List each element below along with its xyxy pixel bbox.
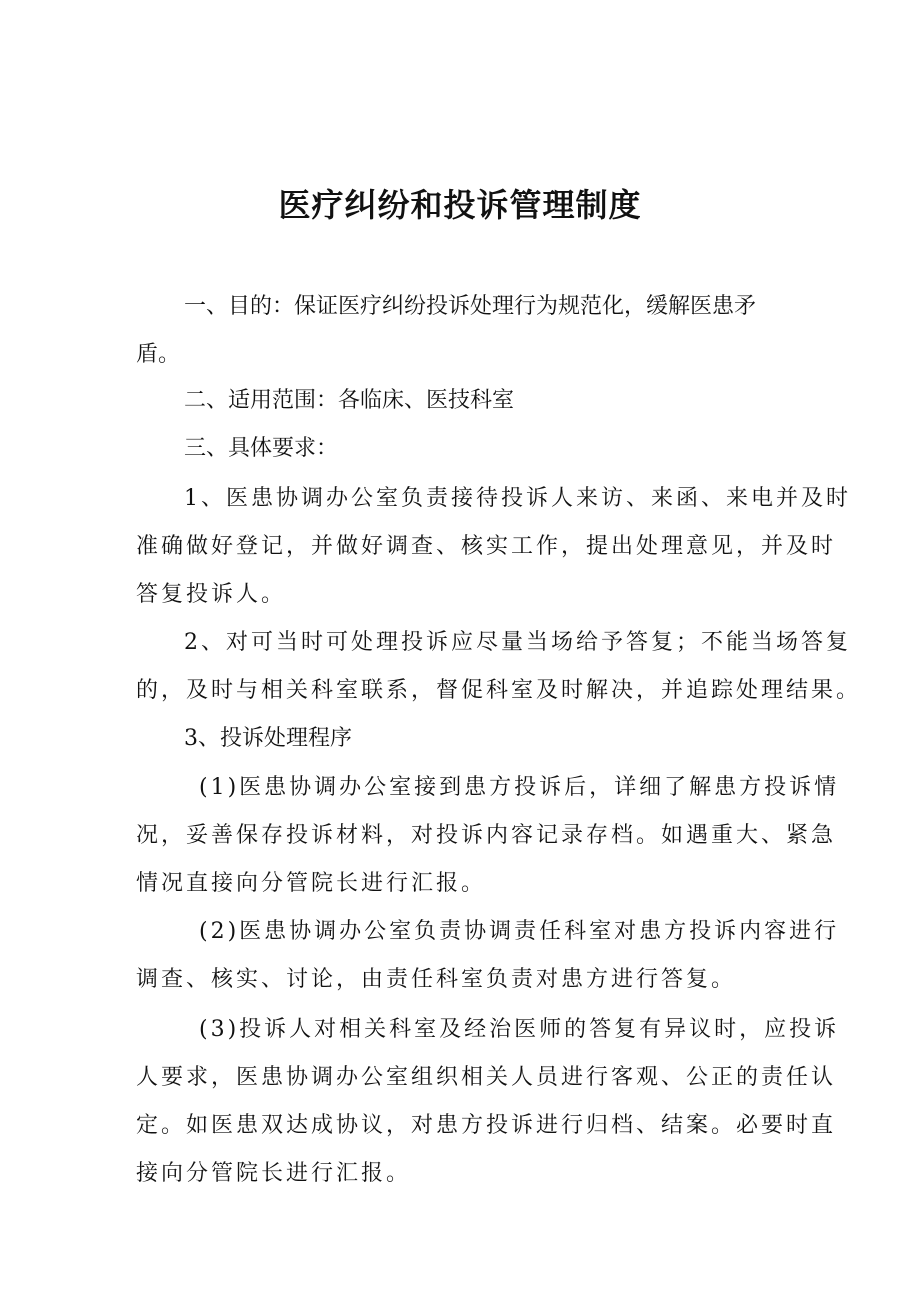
subitem-3-line-4: 接向分管院长进行汇报。 <box>136 1161 412 1186</box>
subitem-2-line-1: (2)医患协调办公室负责协调责任科室对患方投诉内容进行 <box>199 919 840 944</box>
section-scope-line: 二、适用范围：各临床、医技科室 <box>184 388 515 413</box>
item-2-line-2: 的，及时与相关科室联系，督促科室及时解决，并追踪处理结果。 <box>136 678 862 703</box>
subitem-3-line-2: 人要求，医患协调办公室组织相关人员进行客观、公正的责任认 <box>136 1065 837 1090</box>
item-3-heading: 3、投诉处理程序 <box>184 726 352 751</box>
item-2-line-1: 2、对可当时可处理投诉应尽量当场给予答复；不能当场答复 <box>184 630 851 655</box>
subitem-1-line-3: 情况直接向分管院长进行汇报。 <box>136 871 487 896</box>
subitem-2-line-2: 调查、核实、讨论，由责任科室负责对患方进行答复。 <box>136 967 737 992</box>
subitem-1-line-1: (1)医患协调办公室接到患方投诉后，详细了解患方投诉情 <box>199 775 840 800</box>
subitem-3-line-3: 定。如医患双达成协议，对患方投诉进行归档、结案。必要时直 <box>136 1113 837 1138</box>
section-purpose-line-1: 一、目的：保证医疗纠纷投诉处理行为规范化，缓解医患矛 <box>184 294 757 319</box>
item-1-line-1: 1、医患协调办公室负责接待投诉人来访、来函、来电并及时 <box>184 486 851 511</box>
item-1-line-2: 准确做好登记，并做好调查、核实工作，提出处理意见，并及时 <box>136 534 837 559</box>
subitem-3-line-1: (3)投诉人对相关科室及经治医师的答复有异议时，应投诉 <box>199 1017 840 1042</box>
item-1-line-3: 答复投诉人。 <box>136 582 287 607</box>
section-purpose-line-2: 盾。 <box>136 342 181 367</box>
document-title: 医疗纠纷和投诉管理制度 <box>278 186 642 224</box>
subitem-1-line-2: 况，妥善保存投诉材料，对投诉内容记录存档。如遇重大、紧急 <box>136 823 837 848</box>
section-requirements-heading: 三、具体要求： <box>184 436 339 461</box>
